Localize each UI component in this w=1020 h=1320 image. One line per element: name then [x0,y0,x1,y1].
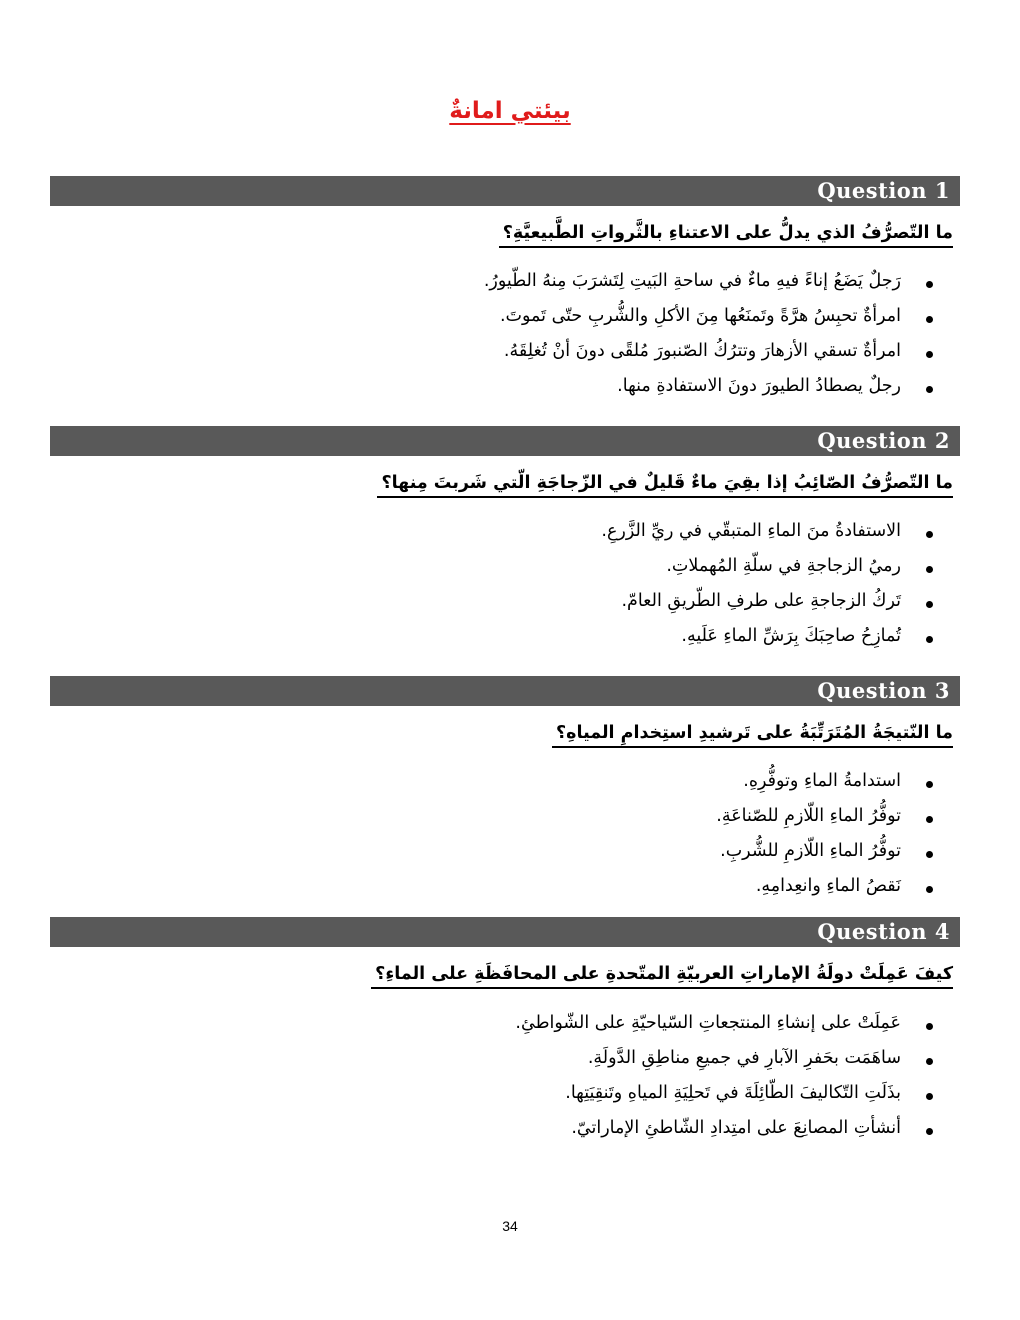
question-2-text: ما التّصرُّفُ الصّائِبُ إذا بقِيَ ماءٌ قَليلٌ في الزّجاجَةِ الّتي شَربتَ مِنها؟ [377,473,953,498]
question-4-text: كيفَ عَمِلَتْ دولَةُ الإماراتِ العربيّةِ المتّحدةِ على المحافَظَةِ على الماءِ؟ [371,964,953,989]
question-4-header [50,917,960,947]
question-1-option-1: رَجلٌ يَضَعُ إناءً فيهِ ماءٌ في ساحةِ البَيتِ لِتَشرَبَ مِنهُ الطّيورُ. [484,266,935,301]
question-4-option-2: ساهَمَت بحَفرِ الآبارِ في جميعِ مناطِقِ الدَّولَةِ. [515,1043,935,1078]
question-2-label: Question 2 [817,428,950,453]
question-4-label: Question 4 [817,919,950,944]
question-3-options [716,766,935,906]
question-3-option-3: توفُّرُ الماءِ اللّازمِ للشُّربِ. [716,836,935,871]
question-3-option-2: توفُّرُ الماءِ اللّازمِ للصّناعَةِ. [716,801,935,836]
question-3-option-4: نَقصُ الماءِ وانعِدامِهِ. [716,871,935,906]
question-4-option-3: بذَلَتِ التّكاليفَ الطّائِلَةَ في تَحلِيَةِ المياهِ وتَنقِيَتِها. [515,1078,935,1113]
question-3-label: Question 3 [817,678,950,703]
page-title [0,98,1020,124]
page-title-text: بيئتي امانةٌ [449,98,571,124]
question-3-text: ما النّتيجَةُ المُتَرَتِّبَةُ على تَرشيدِ استِخدامِ المياهِ؟ [552,723,953,748]
question-2-header [50,426,960,456]
question-1-text: ما التّصرُّفُ الذي يدلُّ على الاعتناءِ بالثَّرواتِ الطَّبيعيَّةِ؟ [499,223,953,248]
question-1-option-4: رجلٌ يصطادُ الطيورَ دونَ الاستفادةِ منها. [484,371,935,406]
page-number: 34 [502,1218,518,1234]
question-2-option-2: رميُ الزجاجةِ في سلّةِ المُهملاتِ. [601,551,935,586]
question-1-option-2: امرأةٌ تحبِسُ هرَّةً وتَمنَعُها مِنَ الأكلِ والشُّربِ حتّى تَموتَ. [484,301,935,336]
question-2-option-1: الاستفادةُ منَ الماءِ المتبقّي في ريِّ الزَّرعِ. [601,516,935,551]
question-4-option-1: عَمِلَتْ على إنشاءِ المنتجعاتِ السّياحيّةِ على الشّواطئِ. [515,1008,935,1043]
question-3-header [50,676,960,706]
question-2-options [601,516,935,656]
question-4-option-4: أنشأتِ المصانِعَ على امتِدادِ الشّاطئِ الإماراتيّ. [515,1113,935,1148]
question-2-option-4: تُمازِحُ صاحِبَكَ بِرَشِّ الماءِ عَلَيهِ. [601,621,935,656]
question-1-options [484,266,935,406]
question-1-header [50,176,960,206]
question-1-option-3: امرأةٌ تسقي الأزهارَ وتترُكُ الصّنبورَ مُلقًى دونَ أنْ تُغلِقَهُ. [484,336,935,371]
question-3-option-1: استدامةُ الماءِ وتوفُّرِهِ. [716,766,935,801]
question-4-options [515,1008,935,1148]
question-2-option-3: تَركُ الزجاجةِ على طرفِ الطّريقِ العامّ. [601,586,935,621]
question-1-label: Question 1 [817,178,950,203]
